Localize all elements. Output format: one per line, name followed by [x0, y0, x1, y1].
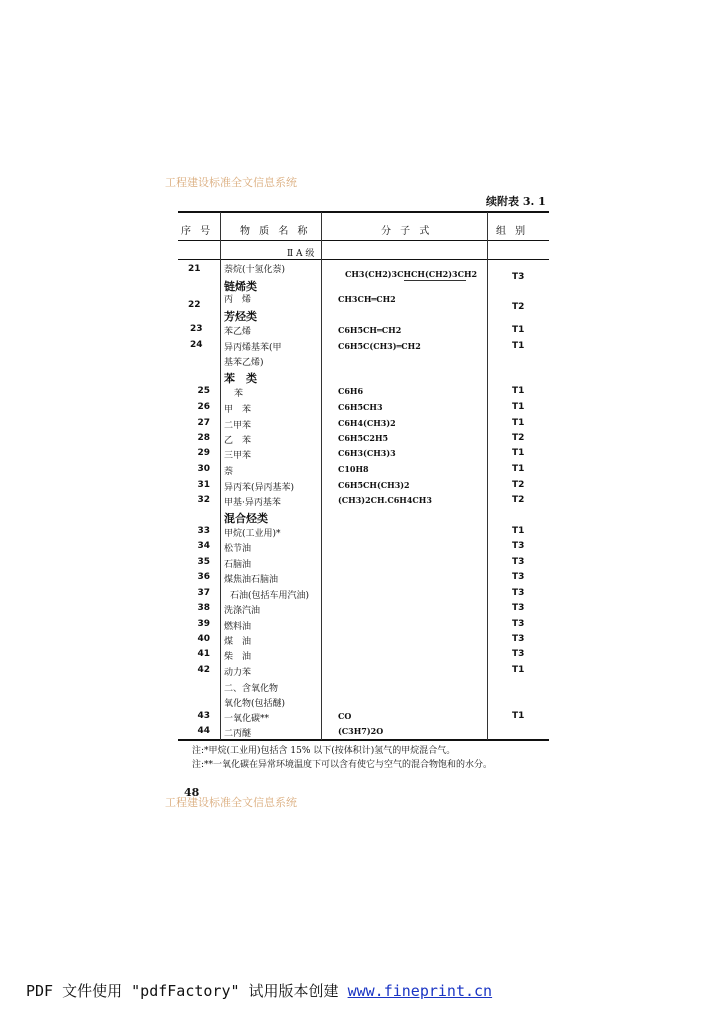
- row-formula: C6H3(CH3)3: [338, 448, 396, 458]
- row-name: 萘: [224, 467, 234, 477]
- category-alkene: 链烯类: [224, 280, 257, 293]
- row-name: 石脑油: [224, 560, 252, 570]
- row-21-name: 萘烷(十氢化萘): [224, 265, 286, 275]
- row-24-name-cont: 基苯乙烯): [224, 358, 264, 368]
- row-24-name: 异丙烯基苯(甲: [224, 343, 282, 353]
- row-no: 33: [197, 526, 210, 536]
- table-row: [178, 448, 549, 463]
- row-24-formula: C6H5C(CH3)═CH2: [338, 341, 421, 351]
- row-grade: T2: [512, 480, 525, 490]
- row-22-formula: CH3CH═CH2: [338, 294, 396, 304]
- table-row: [178, 649, 549, 664]
- table-row: [178, 464, 549, 479]
- table-top-rule: [178, 211, 549, 213]
- table-row: [178, 386, 549, 401]
- row-grade: T2: [512, 433, 525, 443]
- row-23-name: 苯乙烯: [224, 327, 252, 337]
- table-row: [178, 480, 549, 495]
- category-oxide-subtitle: 氧化物(包括醚): [224, 699, 286, 709]
- row-name: 甲烷(工业用)*: [224, 529, 281, 539]
- row-no: 27: [197, 418, 210, 428]
- row-formula: C6H6: [338, 386, 364, 396]
- row-24-grade: T1: [512, 341, 525, 351]
- row-no: 25: [197, 386, 210, 396]
- row-name: 柴 油: [224, 652, 252, 662]
- row-name: 二甲苯: [224, 421, 252, 431]
- table-row: [178, 495, 549, 510]
- header-rule: [178, 240, 549, 241]
- row-grade: T3: [512, 557, 525, 567]
- footer-text: PDF 文件使用 "pdfFactory" 试用版本创建: [26, 982, 348, 1000]
- row-no: 34: [197, 541, 210, 551]
- page-number: 48: [184, 786, 200, 799]
- footnote-1: 注:*甲烷(工业用)包括含 15% 以下(按体积计)氢气的甲烷混合气。: [192, 746, 456, 756]
- row-no: 30: [197, 464, 210, 474]
- header-group: 组 别: [496, 226, 529, 237]
- header-name: 物 质 名 称: [240, 226, 311, 237]
- row-24-no: 24: [190, 340, 203, 350]
- row-22-grade: T2: [512, 302, 525, 312]
- row-name: 松节油: [224, 544, 252, 554]
- row-no: 43: [197, 711, 210, 721]
- row-grade: T1: [512, 464, 525, 474]
- row-formula: (C3H7)2O: [338, 726, 384, 736]
- row-23-formula: C6H5CH═CH2: [338, 325, 402, 335]
- row-no: 42: [197, 665, 210, 675]
- category-benzene: 苯 类: [224, 372, 257, 385]
- row-no: 35: [197, 557, 210, 567]
- row-23-grade: T1: [512, 325, 525, 335]
- row-no: 38: [197, 603, 210, 613]
- grade-rule: [178, 259, 549, 260]
- row-name: 燃料油: [224, 622, 252, 632]
- row-no: 39: [197, 619, 210, 629]
- row-name: 甲 苯: [224, 405, 252, 415]
- row-name: 乙 苯: [224, 436, 252, 446]
- row-21-formula: CH3(CH2)3CHCH(CH2)3CH2: [345, 269, 478, 279]
- header-formula: 分 子 式: [381, 226, 433, 237]
- table-row: [178, 665, 549, 680]
- row-22-no: 22: [188, 300, 201, 310]
- footer-link[interactable]: www.fineprint.cn: [347, 982, 493, 1000]
- row-grade: T3: [512, 603, 525, 613]
- row-no: 32: [197, 495, 210, 505]
- row-grade: T3: [512, 619, 525, 629]
- header-no: 序 号: [181, 226, 214, 237]
- category-mixed: 混合烃类: [224, 512, 268, 525]
- row-no: 28: [197, 433, 210, 443]
- row-formula: C10H8: [338, 464, 369, 474]
- grade-heading: Ⅱ A 级: [287, 249, 315, 259]
- row-name: 三甲苯: [224, 451, 252, 461]
- row-name: 一氧化碳**: [224, 714, 270, 724]
- row-grade: T3: [512, 541, 525, 551]
- row-grade: T1: [512, 402, 525, 412]
- table-caption: 续附表 3. 1: [486, 195, 546, 208]
- watermark-top: 工程建设标准全文信息系统: [165, 176, 297, 189]
- row-21-no: 21: [188, 264, 201, 274]
- table-row: [178, 557, 549, 572]
- row-name: 异丙苯(异丙基苯): [224, 483, 295, 493]
- row-grade: T2: [512, 495, 525, 505]
- row-name: 石油(包括车用汽油): [230, 591, 310, 601]
- row-grade: T3: [512, 572, 525, 582]
- row-grade: T1: [512, 418, 525, 428]
- row-no: 26: [197, 402, 210, 412]
- row-no: 44: [197, 726, 210, 736]
- row-grade: T1: [512, 526, 525, 536]
- row-name: 甲基·异丙基苯: [224, 498, 281, 508]
- table-row: [178, 726, 549, 741]
- row-name: 煤焦油石脑油: [224, 575, 279, 585]
- row-formula: C6H5CH(CH3)2: [338, 480, 410, 490]
- table-row: [178, 572, 549, 587]
- category-oxide-title: 二、含氧化物: [224, 684, 279, 694]
- watermark-bottom: 工程建设标准全文信息系统: [165, 796, 297, 809]
- row-name: 动力苯: [224, 668, 252, 678]
- row-name: 二丙醚: [224, 729, 252, 739]
- row-formula: C6H5CH3: [338, 402, 383, 412]
- row-no: 29: [197, 448, 210, 458]
- row-formula: CO: [338, 711, 352, 721]
- row-23-no: 23: [190, 324, 203, 334]
- row-no: 36: [197, 572, 210, 582]
- footnote-2: 注:**一氧化碳在异常环境温度下可以含有使它与空气的混合物饱和的水分。: [192, 760, 493, 770]
- row-no: 41: [197, 649, 210, 659]
- row-21-grade: T3: [512, 272, 525, 282]
- pdf-footer: [26, 980, 492, 1001]
- row-no: 40: [197, 634, 210, 644]
- table-row: [178, 603, 549, 618]
- row-formula: C6H4(CH3)2: [338, 418, 396, 428]
- table-row: [178, 588, 549, 603]
- row-grade: T1: [512, 386, 525, 396]
- row-no: 37: [197, 588, 210, 598]
- table-row: [178, 619, 549, 634]
- row-grade: T1: [512, 448, 525, 458]
- table-row: [178, 526, 549, 541]
- table-row: [178, 711, 549, 726]
- ring-bond: [404, 280, 466, 281]
- row-grade: T3: [512, 649, 525, 659]
- row-22-name: 丙 烯: [224, 295, 252, 305]
- row-grade: T1: [512, 665, 525, 675]
- table-row: [178, 541, 549, 556]
- table-row: [178, 634, 549, 649]
- row-no: 31: [197, 480, 210, 490]
- table-row: [178, 402, 549, 417]
- table-row: [178, 433, 549, 448]
- row-grade: T1: [512, 711, 525, 721]
- row-name: 苯: [234, 389, 244, 399]
- row-formula: C6H5C2H5: [338, 433, 389, 443]
- table-row: [178, 418, 549, 433]
- row-formula: (CH3)2CH.C6H4CH3: [338, 495, 432, 505]
- row-grade: T3: [512, 634, 525, 644]
- row-name: 洗涤汽油: [224, 606, 261, 616]
- row-name: 煤 油: [224, 637, 252, 647]
- category-aromatic: 芳烃类: [224, 310, 257, 323]
- row-grade: T3: [512, 588, 525, 598]
